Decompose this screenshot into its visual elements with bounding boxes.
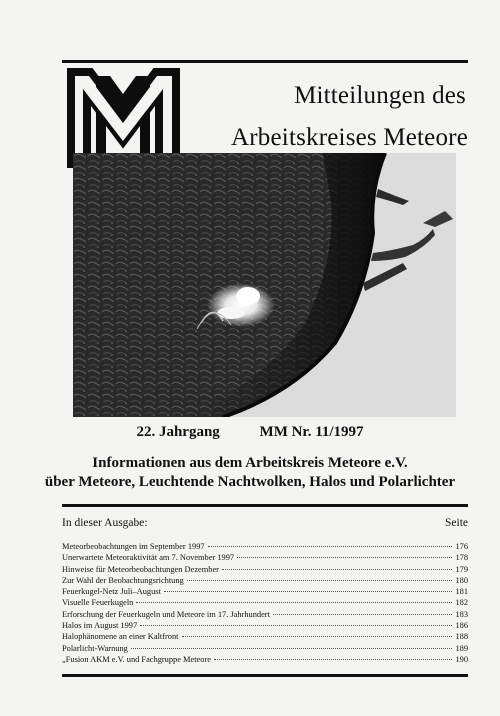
bottom-rule: [62, 674, 468, 677]
toc-item: Polarlicht-Warnung 189: [62, 643, 468, 653]
toc-heading: In dieser Ausgabe:: [62, 517, 148, 529]
issue-line: [0, 424, 500, 441]
toc-page-heading: Seite: [445, 517, 468, 529]
subtitle-line-2: über Meteore, Leuchtende Nachtwolken, Halos und Polarlichter: [44, 474, 456, 490]
solar-flare-photo: [73, 153, 456, 417]
toc-item: Halos im August 1997 186: [62, 621, 468, 631]
top-rule: [62, 60, 468, 63]
toc-item: „Fusion AKM e.V. und Fachgruppe Meteore 190: [62, 654, 468, 664]
table-of-contents: [62, 541, 468, 665]
title-line-1: Mitteilungen des: [294, 82, 466, 109]
issue-number: MM Nr. 11/1997: [259, 424, 364, 440]
title-line-2: Arbeitskreises Meteore: [231, 124, 468, 151]
toc-item: Halophänomene an einer Kaltfront 188: [62, 632, 468, 642]
toc-item: Zur Wahl der Beobachtungsrichtung 180: [62, 575, 468, 585]
toc-item: Feuerkugel-Netz Juli–August 181: [62, 587, 468, 597]
subtitle-line-1: Informationen aus dem Arbeitskreis Meteore e.V.: [92, 455, 408, 471]
toc-item: Meteorbeobachtungen im September 1997 176: [62, 542, 468, 551]
middle-rule: [62, 504, 468, 507]
issue-volume: 22. Jahrgang: [136, 424, 220, 440]
toc-item: Hinweise für Meteorbeobachtungen Dezember 179: [62, 564, 468, 574]
toc-item: Erforschung der Feuerkugeln und Meteore im 17. Jahrhundert 183: [62, 609, 468, 619]
toc-item: Visuelle Feuerkugeln 182: [62, 598, 468, 608]
toc-item: Unerwartete Meteoraktivität am 7. November 1997 178: [62, 553, 468, 563]
toc-header: [62, 517, 468, 529]
